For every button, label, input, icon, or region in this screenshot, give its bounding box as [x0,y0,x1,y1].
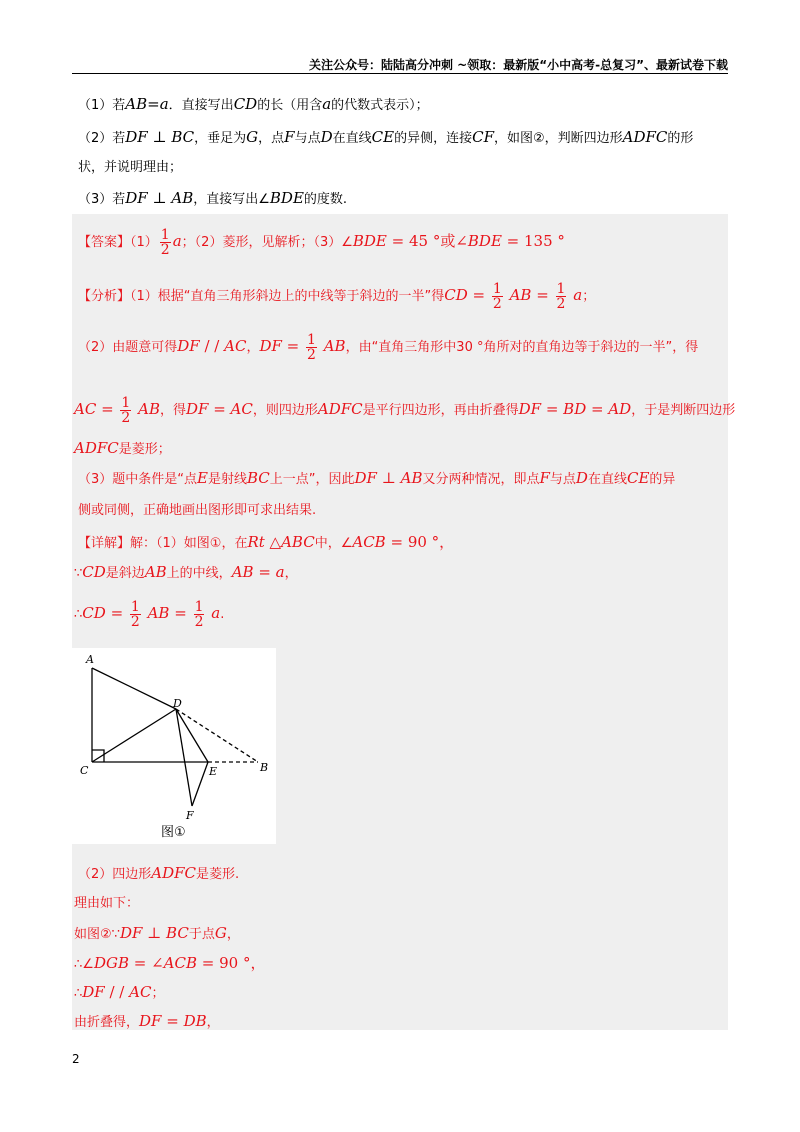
label-F: F [186,809,194,822]
detail-1: 【详解】解：（1）如图①，在Rt △ABC中，∠ACB = 90 °， [78,533,455,551]
analysis-4: ADFC是菱形； [74,439,171,457]
answer-line: 【答案】（1） $\frac{1}{2}$ a；（2）菱形，见解析；（3）∠BDE = 45 °或∠BDE = 135 ° [78,227,565,258]
label-B: B [260,761,269,774]
analysis-2: （2）由题意可得DF / / AC，DF = $\frac{1}{2}$ AB，由“直角三角形中30 °角所对的直角边等于斜边的一半”，得 [78,332,699,363]
segment-DF [176,709,192,806]
question-1: （1）若AB=a．直接写出CD的长（用含a的代数式表示）； [78,95,429,113]
solution-2-step-4: 由折叠得，DF = DB， [74,1012,220,1030]
label-C: C [80,764,89,777]
question-2: （2）若DF ⊥ BC，垂足为G，点F与点D在直线CE的异侧，连接CF，如图②，判断四边形ADFC的形 [78,128,694,146]
solution-2-step-3: ∴DF / / AC； [74,983,165,1001]
detail-2: ∵CD是斜边AB上的中线，AB = a， [74,563,298,581]
segment-AD [92,668,176,709]
segment-DB [176,709,258,762]
label-E: E [209,765,218,778]
solution-2-step-1: 如图②∵DF ⊥ BC于点G， [74,924,240,942]
header-rule [72,73,728,74]
detail-3: ∴CD = $\frac{1}{2}$ AB = $\frac{1}{2}$ a. [74,599,225,630]
analysis-6: 侧或同侧，正确地画出图形即可求出结果. [78,503,317,518]
solution-2-step-2: ∴∠DGB = ∠ACB = 90 °， [74,954,266,972]
solution-2-reason: 理由如下： [74,896,140,911]
analysis-1: 【分析】（1）根据“直角三角形斜边上的中线等于斜边的一半”得CD = $\frac{1}{2}$ AB = $\frac{1}{2}$ a； [78,281,596,312]
analysis-3: AC = $\frac{1}{2}$ AB，得DF = AC，则四边形ADFC是平行四边形，再由折叠得DF = BD = AD，于是判断四边形 [74,395,736,426]
page-header: 关注公众号：陆陆高分冲刺 ~领取：最新版“小中高考-总复习”、最新试卷下载 [309,58,728,72]
figure-caption: 图① [161,825,186,840]
question-2-cont: 状，并说明理由； [78,160,183,175]
figure-1 [72,648,276,844]
page-number: 2 [72,1052,80,1066]
question-3: （3）若DF ⊥ AB，直接写出∠BDE的度数. [78,189,348,207]
analysis-5: （3）题中条件是“点E是射线BC上一点”，因此DF ⊥ AB又分两种情况，即点F与点D在直线CE的异 [78,469,676,487]
figure-1-diagram [72,648,276,844]
solution-2-title: （2）四边形ADFC是菱形. [78,864,240,882]
segment-FE [192,762,208,806]
label-D: D [173,697,182,710]
label-A: A [86,653,94,666]
